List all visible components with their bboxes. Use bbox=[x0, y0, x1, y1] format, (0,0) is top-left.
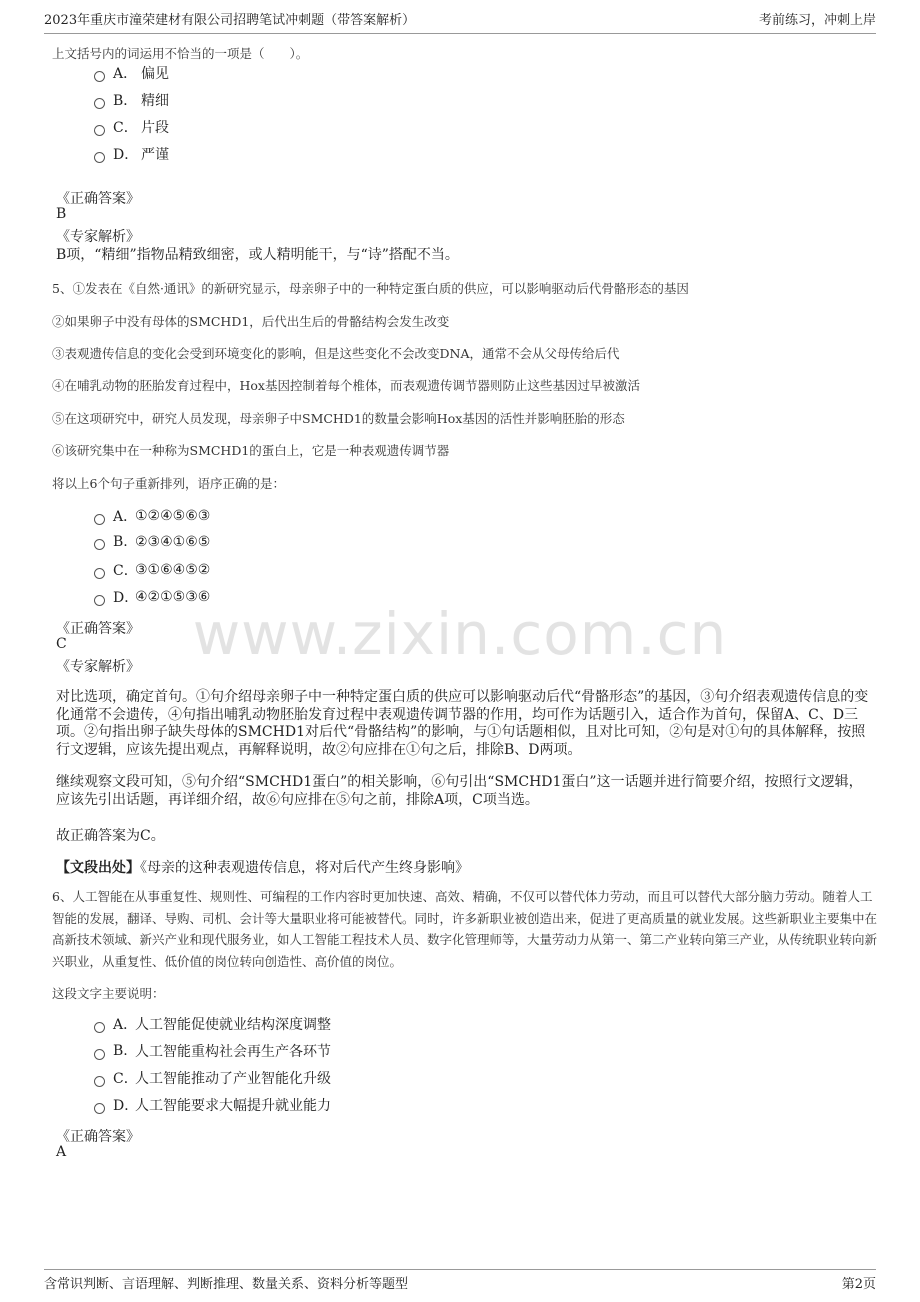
q6-prompt: 这段文字主要说明： bbox=[52, 986, 165, 1001]
option-text: ④②①⑤③⑥ bbox=[135, 589, 211, 605]
radio-icon[interactable] bbox=[94, 568, 105, 579]
q6-answer: A bbox=[56, 1144, 67, 1160]
footer-topics: 含常识判断、言语理解、判断推理、数量关系、资料分析等题型 bbox=[44, 1277, 409, 1292]
radio-icon[interactable] bbox=[94, 98, 105, 109]
q5-analysis-paragraph-1: 对比选项，确定首句。①句介绍母亲卵子中一种特定蛋白质的供应可以影响驱动后代“骨骼形态”的基因，③句介绍表观遗传信息的变化通常不会遗传，④句指出哺乳动物胚胎发育过程中表观遗传调节器的作用，均可作为话题引入，适合作为首句，保留A、C、D三项。②句指出卵子缺失母体的SMCHD1对后代“骨骼结构”的影响，与①句话题相似，且对比可知，②句是对①句的具体解释，按照行文逻辑，应该先提出观点，再解释说明，故②句应排在①句之后，排除B、D两项。 bbox=[56, 689, 869, 758]
q5-option-d[interactable] bbox=[94, 587, 210, 607]
q5-source-title: 《母亲的这种表观遗传信息，将对后代产生终身影响》 bbox=[140, 860, 469, 876]
option-letter: B． bbox=[113, 93, 138, 109]
q4-answer-label: 《正确答案》 bbox=[56, 191, 140, 207]
q5-answer-label: 《正确答案》 bbox=[56, 621, 140, 637]
option-text: 人工智能推动了产业智能化升级 bbox=[135, 1071, 331, 1087]
option-letter: B. bbox=[113, 1043, 128, 1059]
q6-option-d[interactable] bbox=[94, 1095, 331, 1115]
q5-sentence-6: ⑥该研究集中在一种称为SMCHD1的蛋白上，它是一种表观遗传调节器 bbox=[52, 443, 450, 458]
radio-icon[interactable] bbox=[94, 1076, 105, 1087]
option-text: 人工智能重构社会再生产各环节 bbox=[135, 1044, 331, 1060]
q4-option-d[interactable] bbox=[94, 144, 169, 164]
option-letter: C． bbox=[113, 120, 138, 136]
page-footer bbox=[44, 1269, 876, 1293]
q5-sentence-5: ⑤在这项研究中，研究人员发现，母亲卵子中SMCHD1的数量会影响Hox基因的活性并影响胚胎的形态 bbox=[52, 411, 625, 426]
q5-sentence-1: 5、①发表在《自然·通讯》的新研究显示，母亲卵子中的一种特定蛋白质的供应，可以影响驱动后代骨骼形态的基因 bbox=[52, 281, 689, 296]
q4-option-b[interactable] bbox=[94, 90, 169, 110]
radio-icon[interactable] bbox=[94, 1022, 105, 1033]
q5-source bbox=[56, 857, 469, 877]
q5-sentence-4: ④在哺乳动物的胚胎发育过程中，Hox基因控制着每个椎体，而表观遗传调节器则防止这些基因过早被激活 bbox=[52, 378, 640, 393]
q5-prompt: 将以上6个句子重新排列，语序正确的是： bbox=[52, 476, 285, 491]
q5-option-a[interactable] bbox=[94, 506, 210, 526]
option-text: ③①⑥④⑤② bbox=[135, 562, 211, 578]
radio-icon[interactable] bbox=[94, 71, 105, 82]
page-number: 第2页 bbox=[841, 1277, 876, 1292]
q4-stem: 上文括号内的词运用不恰当的一项是（ ）。 bbox=[52, 46, 309, 61]
q5-analysis-paragraph-2: 继续观察文段可知，⑤句介绍“SMCHD1蛋白”的相关影响，⑥句引出“SMCHD1蛋白”这一话题并进行简要介绍，按照行文逻辑，应该先引出话题，再详细介绍，故⑥句应排在⑤句之前，排除A项，C项当选。 bbox=[56, 774, 863, 808]
option-text: 严谨 bbox=[141, 147, 169, 163]
header-slogan: 考前练习，冲刺上岸 bbox=[758, 13, 876, 28]
q5-analysis-conclusion: 故正确答案为C。 bbox=[56, 828, 165, 844]
radio-icon[interactable] bbox=[94, 125, 105, 136]
radio-icon[interactable] bbox=[94, 1049, 105, 1060]
option-text: ①②④⑤⑥③ bbox=[135, 508, 211, 524]
q5-sentence-2: ②如果卵子中没有母体的SMCHD1，后代出生后的骨骼结构会发生改变 bbox=[52, 314, 450, 329]
radio-icon[interactable] bbox=[94, 514, 105, 525]
q4-analysis: B项，“精细”指物品精致细密，或人精明能干，与“诗”搭配不当。 bbox=[56, 247, 459, 263]
option-text: 偏见 bbox=[141, 66, 169, 82]
option-text: 片段 bbox=[141, 120, 169, 136]
q5-source-label: 【文段出处】 bbox=[56, 860, 140, 876]
q5-option-b[interactable] bbox=[94, 533, 210, 550]
radio-icon[interactable] bbox=[94, 595, 105, 606]
option-letter: B. bbox=[113, 533, 128, 550]
option-text: ②③④①⑥⑤ bbox=[135, 533, 211, 550]
option-letter: C． bbox=[113, 1071, 138, 1087]
q6-option-b[interactable] bbox=[94, 1041, 331, 1061]
q5-answer: C bbox=[56, 636, 67, 652]
option-letter: A． bbox=[113, 1017, 138, 1033]
q6-option-c[interactable] bbox=[94, 1068, 331, 1088]
option-text: 精细 bbox=[141, 93, 169, 109]
option-text: 人工智能要求大幅提升就业能力 bbox=[135, 1098, 331, 1114]
q6-answer-label: 《正确答案》 bbox=[56, 1129, 140, 1145]
option-text: 人工智能促使就业结构深度调整 bbox=[135, 1017, 331, 1033]
radio-icon[interactable] bbox=[94, 1103, 105, 1114]
q6-option-a[interactable] bbox=[94, 1014, 331, 1034]
page-header bbox=[44, 10, 876, 34]
radio-icon[interactable] bbox=[94, 152, 105, 163]
q6-stem: 6、人工智能在从事重复性、规则性、可编程的工作内容时更加快速、高效、精确，不仅可以替代体力劳动，而且可以替代大部分脑力劳动。随着人工智能的发展，翻译、导购、司机、会计等大量职业将可能被替代。同时，许多新职业被创造出来，促进了更高质量的就业发展。这些新职业主要集中在高新技术领域、新兴产业和现代服务业，如人工智能工程技术人员、数字化管理师等，大量劳动力从第一、第二产业转向第三产业，从传统职业转向新兴职业，从重复性、低价值的岗位转向创造性、高价值的岗位。 bbox=[52, 889, 878, 969]
q4-option-a[interactable] bbox=[94, 63, 169, 83]
option-letter: C． bbox=[113, 563, 138, 579]
header-title: 2023年重庆市潼荣建材有限公司招聘笔试冲刺题（带答案解析） bbox=[44, 13, 416, 28]
q5-analysis-label: 《专家解析》 bbox=[56, 659, 140, 675]
q5-sentence-3: ③表观遗传信息的变化会受到环境变化的影响，但是这些变化不会改变DNA，通常不会从父母传给后代 bbox=[52, 346, 620, 361]
option-letter: D． bbox=[113, 590, 139, 606]
option-letter: A． bbox=[113, 509, 138, 525]
watermark: www.zixin.com.cn bbox=[192, 600, 728, 668]
q4-analysis-label: 《专家解析》 bbox=[56, 229, 140, 245]
option-letter: A． bbox=[113, 66, 138, 82]
radio-icon[interactable] bbox=[94, 539, 105, 550]
q4-answer: B bbox=[56, 206, 67, 222]
option-letter: D． bbox=[113, 1098, 139, 1114]
q4-option-c[interactable] bbox=[94, 117, 169, 137]
option-letter: D． bbox=[113, 147, 139, 163]
q5-option-c[interactable] bbox=[94, 560, 210, 580]
